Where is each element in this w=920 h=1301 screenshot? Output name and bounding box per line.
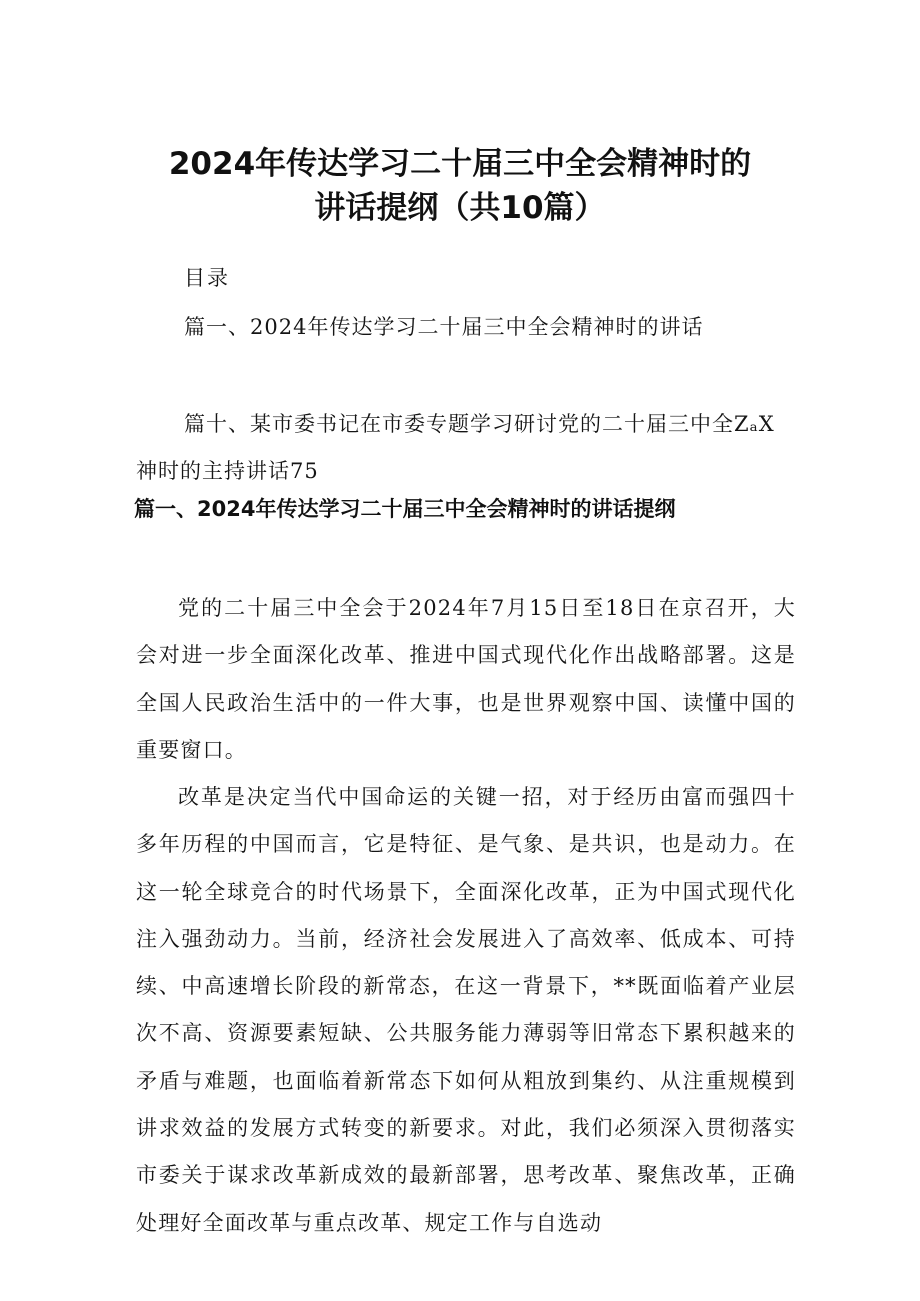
body-paragraph-1: 党的二十届三中全会于2024年7月15日至18日在京召开，大会对进一步全面深化改革、推进中国式现代化作出战略部署。这是全国人民政治生活中的一件大事，也是世界观察中国、读懂中国的重要窗口。 [136, 596, 796, 762]
document-title-line-2: 讲话提纲（共10篇） [314, 190, 606, 226]
toc-item-1: 篇一、2024年传达学习二十届三中全会精神时的讲话 [184, 315, 704, 339]
section-heading: 篇一、2024年传达学习二十届三中全会精神时的讲话提纲 [134, 497, 676, 521]
toc-item-10-line-2: 神时的主持讲话75 [136, 459, 319, 483]
toc-label: 目录 [184, 266, 230, 290]
body-paragraph-2: 改革是决定当代中国命运的关键一招，对于经历由富而强四十多年历程的中国而言，它是特征、是气象、是共识，也是动力。在这一轮全球竞合的时代场景下，全面深化改革，正为中国式现代化注入强劲动力。当前，经济社会发展进入了高效率、低成本、可持续、中高速增长阶段的新常态，在这一背景下，**既面临着产业层次不高、资源要素短缺、公共服务能力薄弱等旧常态下累积越来的矛盾与难题，也面临着新常态下如何从粗放到集约、从注重规模到讲求效益的发展方式转变的新要求。对此，我们必须深入贯彻落实市委关于谋求改革新成效的最新部署，思考改革、聚焦改革，正确处理好全面改革与重点改革、规定工作与自选动 [136, 785, 796, 1235]
document-title-line-1: 2024年传达学习二十届三中全会精神时的 [168, 146, 752, 182]
toc-item-10-line-1: 篇十、某市委书记在市委专题学习研讨党的二十届三中全ZₐX [184, 412, 775, 436]
